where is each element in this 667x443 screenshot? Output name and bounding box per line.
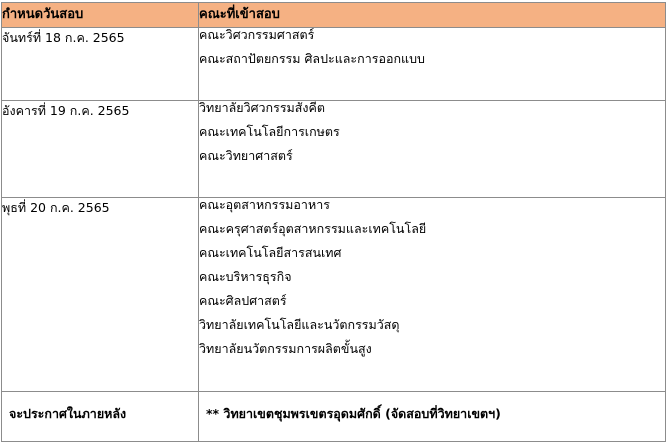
table-row (2, 198, 666, 392)
table-row-later (2, 392, 666, 442)
faculty-item: วิทยาลัยนวัตกรรมการผลิตขั้นสูง (199, 341, 372, 356)
exam-schedule-table (1, 2, 666, 442)
exam-date: พุธที่ 20 ก.ค. 2565 (2, 198, 199, 392)
faculty-item: วิทยาลัยวิศวกรรมสังคีต (199, 100, 326, 115)
faculty-item: คณะวิทยาศาสตร์ (199, 148, 293, 163)
faculty-item: คณะวิศวกรรมศาสตร์ (199, 27, 315, 42)
faculty-item: คณะสถาปัตยกรรม ศิลปะและการออกแบบ (199, 51, 425, 66)
table-row (2, 101, 666, 198)
faculty-list-cell (199, 198, 666, 392)
faculty-item: คณะเทคโนโลยีสารสนเทศ (199, 245, 342, 260)
faculty-item: วิทยาลัยเทคโนโลยีและนวัตกรรมวัสดุ (199, 317, 400, 332)
faculty-item: คณะอุตสาหกรรมอาหาร (199, 197, 330, 212)
faculty-list-cell (199, 101, 666, 198)
faculty-item: คณะครุศาสตร์อุตสาหกรรมและเทคโนโลยี (199, 221, 427, 236)
exam-date: จันทร์ที่ 18 ก.ค. 2565 (2, 28, 199, 101)
campus-note: ** วิทยาเขตชุมพรเขตรอุดมศักดิ์ (จัดสอบที่วิทยาเขตฯ) (199, 392, 666, 442)
faculty-item: คณะศิลปศาสตร์ (199, 293, 287, 308)
announce-later-label: จะประกาศในภายหลัง (2, 392, 199, 442)
header-faculty: คณะที่เข้าสอบ (199, 3, 666, 28)
exam-date: อังคารที่ 19 ก.ค. 2565 (2, 101, 199, 198)
header-exam-date: กำหนดวันสอบ (2, 3, 199, 28)
faculty-item: คณะเทคโนโลยีการเกษตร (199, 124, 340, 139)
table-row (2, 28, 666, 101)
faculty-item: คณะบริหารธุรกิจ (199, 269, 292, 284)
faculty-list-cell (199, 28, 666, 101)
